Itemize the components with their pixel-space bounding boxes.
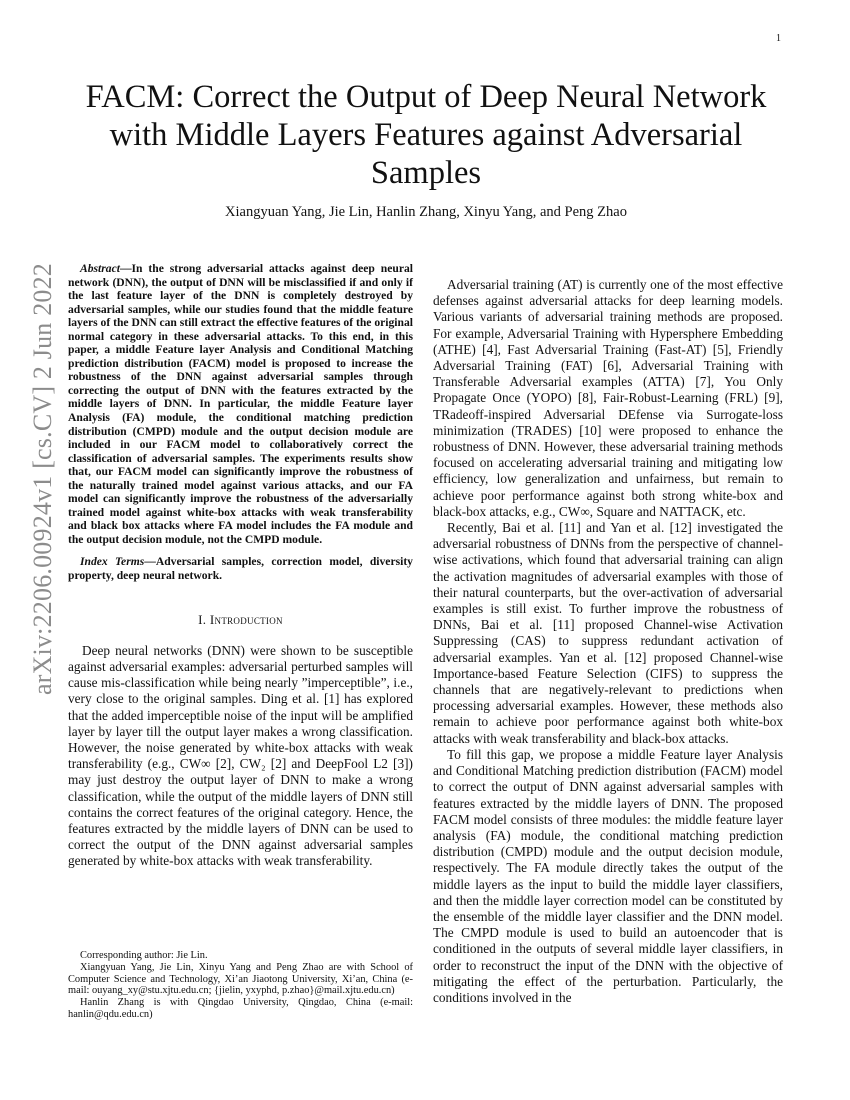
index-terms-text: Adversarial samples, correction model, diversity property, deep neural network. (68, 555, 413, 583)
title-line: Samples (370, 155, 482, 191)
section-title-rest: ntroduction (214, 611, 283, 627)
abstract-text: In the strong adversarial attacks against deep neural network (DNN), the output of DNN will be misclassified if and only if the last feature layer of the DNN is completely destroyed by adversarial samples, while our studies found that the middle feature layers of the DNN can still extract the effective features of the original normal category in these adversarial attacks. To this end, in this paper, a middle Feature layer Analysis and Conditional Matching prediction distribution (FACM) model is proposed to increase the robustness of the DNN against adversarial samples through correcting the output of DNN with the features extracted by the middle layers of DNN. In particular, the middle Feature layer Analysis (FA) module, the conditional matching prediction distribution (CMPD) module and the output decision module are included in our FACM model to collaboratively correct the classification of adversarial samples. The experiments results show that, our FACM model can significantly improve the robustness of the naturally trained model against various attacks, and our FA model can significantly improve the robustness of the adversarially trained model against white-box attacks with weak transferability and black box attacks where FA model includes the FA module and the output decision module, not the CMPD module. (68, 262, 413, 546)
right-column (433, 277, 783, 1006)
body-paragraph: To fill this gap, we propose a middle Feature layer Analysis and Conditional Matching prediction distribution (FACM) model to correct the output of DNN against adversarial samples with features extracted by the middle layers of DNN. The proposed FACM model consists of three modules: the middle feature layer analysis (FA) module, the conditional matching prediction distribution (CMPD) module and the output decision module, respectively. The FA module directly takes the output of the middle layers as the input to build the middle layer classifiers, and then the middle layer correction model can be constituted by the ensemble of the middle layer classifier and the DNN model. The CMPD module is used to build an autoencoder that is conditioned in the outputs of several middle layer classifiers, in order to reconstruct the input of the DNN with the objective of mitigating the effect of the perturbation. Particularly, the conditions involved in the (433, 746, 783, 1005)
body-paragraph: Adversarial training (AT) is currently one of the most effective defenses against adversarial attacks for deep learning models. Various variants of adversarial training methods are proposed. For example, Adversarial Training with Hypersphere Embedding (ATHE) [4], Fast Adversarial Training (Fast-AT) [5], Friendly Adversarial Training (FAT) [6], Adversarial Training with Transferable Adversarial examples (ATTA) [7], You Only Propagate Once (YOPO) [8], Fair-Robust-Learning (FRL) [9], TRadeoff-inspired Adversarial DEfense via Surrogate-loss minimization (TRADES) [10] were proposed to enhance the robustness of DNN. However, these adversarial training methods focused on accelerating adversarial training and mitigating low efficiency, low generalization and unfairness, but remain to achieve poor performance against both strong white-box and black-box attacks, e.g., CW∞, Square and NATTACK, etc. (433, 277, 783, 519)
arxiv-identifier-text: arXiv:2206.00924v1 [cs.CV] 2 Jun 2022 (28, 262, 57, 696)
index-terms-label: Index Terms (80, 555, 145, 569)
paper-title (62, 78, 790, 192)
title-line: with Middle Layers Features against Adversarial (109, 117, 743, 153)
arxiv-identifier (28, 262, 58, 696)
title-line: FACM: Correct the Output of Deep Neural Network (85, 79, 767, 115)
left-column (68, 262, 413, 870)
body-paragraph: Recently, Bai et al. [11] and Yan et al. [12] investigated the adversarial robustness of DNNs from the perspective of channel-wise activations, which found that adversarial training can align the activation magnitudes of adversarial examples with those of their natural counterparts, but the over-activation of adversarial examples is still exist. To further improve the robustness of DNNs, Bai et al. [11] proposed Channel-wise Activation Suppressing (CAS) to suppress redundant activation of adversarial examples. Yan et al. [12] proposed Channel-wise Importance-based Feature Selection (CIFS) to suppress the channels that are negatively-relevant to predictions when processing adversarial examples. However, these methods also remain to achieve poor performance against both white-box attacks with weak transferability and black-box attacks. (433, 520, 783, 746)
abstract-label: Abstract (80, 262, 120, 275)
page-number: 1 (776, 33, 781, 44)
footnote-corresponding-author: Corresponding author: Jie Lin. (80, 950, 208, 961)
section-numeral: I. (198, 611, 210, 627)
author-list: Xiangyuan Yang, Jie Lin, Hanlin Zhang, Xinyu Yang, and Peng Zhao (225, 204, 627, 220)
section-heading-introduction (68, 612, 413, 628)
footnote-affiliation: Xiangyuan Yang, Jie Lin, Xinyu Yang and Peng Zhao are with School of Computer Science and Technology, Xi’an Jiaotong University, Xi’an, China (e-mail: ouyang_xy@stu.xjtu.edu.cn; {jielin, yxyphd, p.zhao}@mail.xjtu.edu.cn) (68, 961, 413, 997)
footnote-affiliation: Hanlin Zhang is with Qingdao University, Qingdao, China (e-mail: hanlin@qdu.edu.cn) (68, 997, 413, 1020)
footnotes (68, 950, 413, 1021)
intro-paragraph: Deep neural networks (DNN) were shown to be susceptible against adversarial examples: adversarial perturbed samples will cause mis-classification while being nearly ”imperceptible”, i.e., very close to the original samples. Ding et al. [1] has explored that the added imperceptible noise of the input will be amplified layer by layer till the output layer makes a wrong classification. However, the noise generated by white-box attacks with weak transferability (e.g., CW∞ [2], CW₂ [2] and DeepFool L2 [3]) may just destroy the output layer of DNN to make a wrong classification, while the output of the middle layers of DNN still contains the correct features of the original category. Hence, the features extracted by the middle layers of DNN can be used to correct the output of the DNN against adversarial samples generated by white-box attacks with weak transferability. (68, 642, 413, 869)
section-first-letter: I (209, 611, 215, 627)
abstract: Abstract—In the strong adversarial attacks against deep neural network (DNN), the output of DNN will be misclassified if and only if the last feature layer of the DNN is completely destroyed by adversarial samples, while our studies found that the middle feature layers of the DNN can still extract the effective features of the original normal category in these adversarial attacks. To this end, in this paper, a middle Feature layer Analysis and Conditional Matching prediction distribution (FACM) model is proposed to increase the robustness of the DNN against adversarial samples through correcting the output of DNN with the features extracted by the middle layers of DNN. In particular, the middle Feature layer Analysis (FA) module, the conditional matching prediction distribution (CMPD) module and the output decision module are included in our FACM model to collaboratively correct the classification of adversarial samples. The experiments results show that, our FACM model can significantly improve the robustness of the naturally trained model against various attacks, and our FA model can significantly improve the robustness of the adversarially trained model against white-box attacks with weak transferability and black box attacks where FA model includes the FA module and the output decision module, not the CMPD module. (68, 262, 413, 546)
index-terms: Index Terms—Adversarial samples, correction model, diversity property, deep neural network. (68, 555, 413, 583)
